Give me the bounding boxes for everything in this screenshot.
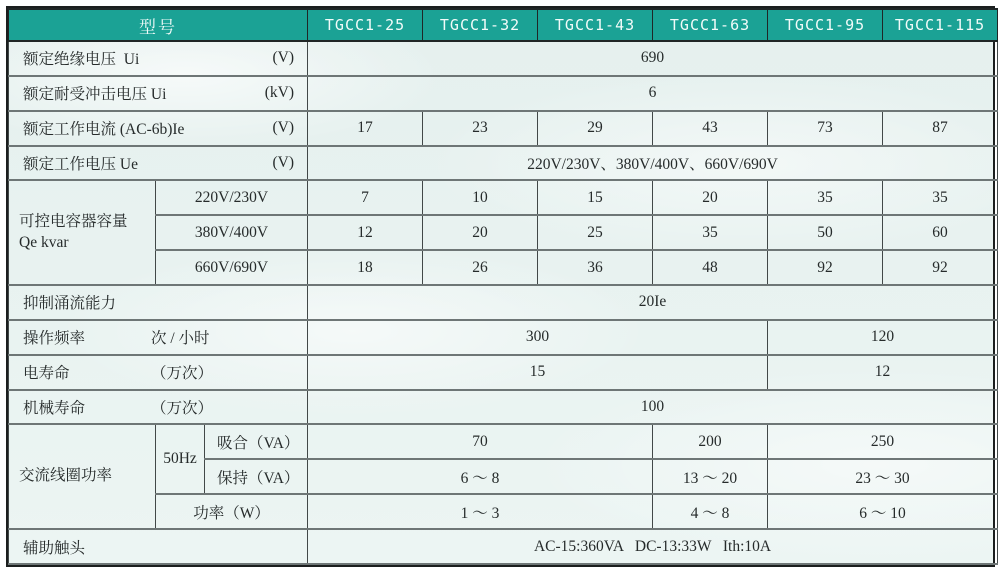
- coil-pickup-sublabel: 吸合（VA）: [205, 424, 308, 459]
- row-unit: (V): [272, 154, 295, 171]
- auxiliary-contact-value: AC-15:360VA DC-13:33W Ith:10A: [308, 529, 998, 564]
- coil-pickup-value-group3: 250: [768, 424, 998, 459]
- capacitor-660v-value-5: 92: [768, 250, 883, 285]
- model-column-header-5: TGCC1-95: [768, 9, 883, 41]
- model-label-header: 型号: [9, 9, 308, 41]
- working-current-value-3: 29: [538, 111, 653, 146]
- row-capacitor-220v: [9, 180, 998, 215]
- spec-table: [8, 8, 998, 565]
- electrical-life-value-group2: 12: [768, 355, 998, 390]
- capacitor-sublabel-380v: 380V/400V: [156, 215, 308, 250]
- coil-holding-value-group2: 13 ～ 20: [653, 459, 768, 494]
- insulation-voltage-value: 690: [308, 41, 998, 76]
- row-unit: (V): [272, 119, 295, 137]
- header-row: [9, 9, 998, 41]
- model-column-header-2: TGCC1-32: [423, 9, 538, 41]
- insulation-voltage-label: [9, 41, 308, 76]
- capacitor-660v-value-4: 48: [653, 250, 768, 285]
- impulse-voltage-label: [9, 76, 308, 111]
- working-current-label: [9, 111, 308, 146]
- row-electrical-life: [9, 355, 998, 390]
- working-current-value-1: 17: [308, 111, 423, 146]
- impulse-voltage-value: 6: [308, 76, 998, 111]
- capacitor-sublabel-660v: 660V/690V: [156, 250, 308, 285]
- row-working-voltage: [9, 146, 998, 181]
- row-unit: (kV): [264, 84, 295, 102]
- capacitor-sublabel-220v: 220V/230V: [156, 180, 308, 215]
- capacitor-capacity-label-line1: 可控电容器容量: [19, 212, 128, 230]
- capacitor-380v-value-5: 50: [768, 215, 883, 250]
- row-label: 辅助触头: [23, 539, 86, 557]
- operation-frequency-value-group2: 120: [768, 320, 998, 355]
- coil-power-sublabel: 功率（W）: [156, 494, 308, 529]
- working-current-value-2: 23: [423, 111, 538, 146]
- coil-pickup-value-group1: 70: [308, 424, 653, 459]
- mechanical-life-value: 100: [308, 390, 998, 425]
- coil-holding-value-group1: 6 ～ 8: [308, 459, 653, 494]
- capacitor-660v-value-2: 26: [423, 250, 538, 285]
- capacitor-380v-value-1: 12: [308, 215, 423, 250]
- row-impulse-voltage: [9, 76, 998, 111]
- capacitor-220v-value-1: 7: [308, 180, 423, 215]
- row-label: 抑制涌流能力: [23, 295, 117, 313]
- row-label: 机械寿命: [23, 400, 86, 418]
- coil-frequency-label: 50Hz: [156, 424, 205, 494]
- capacitor-380v-value-4: 35: [653, 215, 768, 250]
- model-column-header-4: TGCC1-63: [653, 9, 768, 41]
- inrush-suppression-label: [9, 285, 308, 320]
- row-capacitor-380v: [9, 215, 998, 250]
- row-unit: （万次）: [151, 365, 214, 383]
- capacitor-660v-value-6: 92: [883, 250, 998, 285]
- row-working-current: [9, 111, 998, 146]
- model-column-header-1: TGCC1-25: [308, 9, 423, 41]
- capacitor-380v-value-2: 20: [423, 215, 538, 250]
- coil-holding-value-group3: 23 ～ 30: [768, 459, 998, 494]
- row-mechanical-life: [9, 390, 998, 425]
- inrush-suppression-value: 20Ie: [308, 285, 998, 320]
- capacitor-capacity-label: [9, 180, 156, 285]
- capacitor-660v-value-1: 18: [308, 250, 423, 285]
- capacitor-660v-value-3: 36: [538, 250, 653, 285]
- row-auxiliary-contact: [9, 529, 998, 564]
- working-current-value-4: 43: [653, 111, 768, 146]
- coil-power-value-group3: 6 ～ 10: [768, 494, 998, 529]
- row-unit: （万次）: [151, 400, 214, 418]
- working-voltage-label: [9, 146, 308, 181]
- capacitor-capacity-label-line2: Qe kvar: [19, 233, 69, 251]
- working-voltage-value: 220V/230V、380V/400V、660V/690V: [308, 146, 998, 181]
- operation-frequency-label: [9, 320, 308, 355]
- capacitor-220v-value-2: 10: [423, 180, 538, 215]
- row-label: 操作频率: [23, 330, 86, 348]
- capacitor-220v-value-4: 20: [653, 180, 768, 215]
- row-operation-frequency: [9, 320, 998, 355]
- capacitor-380v-value-3: 25: [538, 215, 653, 250]
- row-label: 额定工作电流 (AC-6b)Ie: [23, 121, 185, 139]
- row-coil-pickup: [9, 424, 998, 459]
- row-capacitor-660v: [9, 250, 998, 285]
- row-coil-power: [9, 494, 998, 529]
- capacitor-220v-value-3: 15: [538, 180, 653, 215]
- working-current-value-6: 87: [883, 111, 998, 146]
- coil-pickup-value-group2: 200: [653, 424, 768, 459]
- operation-frequency-value-group1: 300: [308, 320, 768, 355]
- coil-power-value-group1: 1 ～ 3: [308, 494, 653, 529]
- row-unit: (V): [272, 49, 295, 67]
- capacitor-380v-value-6: 60: [883, 215, 998, 250]
- row-inrush-suppression: [9, 285, 998, 320]
- electrical-life-label: [9, 355, 308, 390]
- ac-coil-power-label: 交流线圈功率: [9, 424, 156, 529]
- coil-power-value-group2: 4 ～ 8: [653, 494, 768, 529]
- row-label: 电寿命: [23, 365, 70, 383]
- capacitor-220v-value-5: 35: [768, 180, 883, 215]
- row-label: 额定耐受冲击电压 Ui: [23, 86, 167, 104]
- mechanical-life-label: [9, 390, 308, 425]
- working-current-value-5: 73: [768, 111, 883, 146]
- electrical-life-value-group1: 15: [308, 355, 768, 390]
- model-column-header-3: TGCC1-43: [538, 9, 653, 41]
- model-column-header-6: TGCC1-115: [883, 9, 998, 41]
- coil-holding-sublabel: 保持（VA）: [205, 459, 308, 494]
- spec-sheet: [6, 6, 995, 567]
- auxiliary-contact-label: [9, 529, 308, 564]
- capacitor-220v-value-6: 35: [883, 180, 998, 215]
- row-insulation-voltage: [9, 41, 998, 76]
- row-label: 额定绝缘电压 Ui: [23, 51, 140, 69]
- row-label: 额定工作电压 Ue: [23, 156, 138, 173]
- row-unit: 次 / 小时: [151, 330, 210, 348]
